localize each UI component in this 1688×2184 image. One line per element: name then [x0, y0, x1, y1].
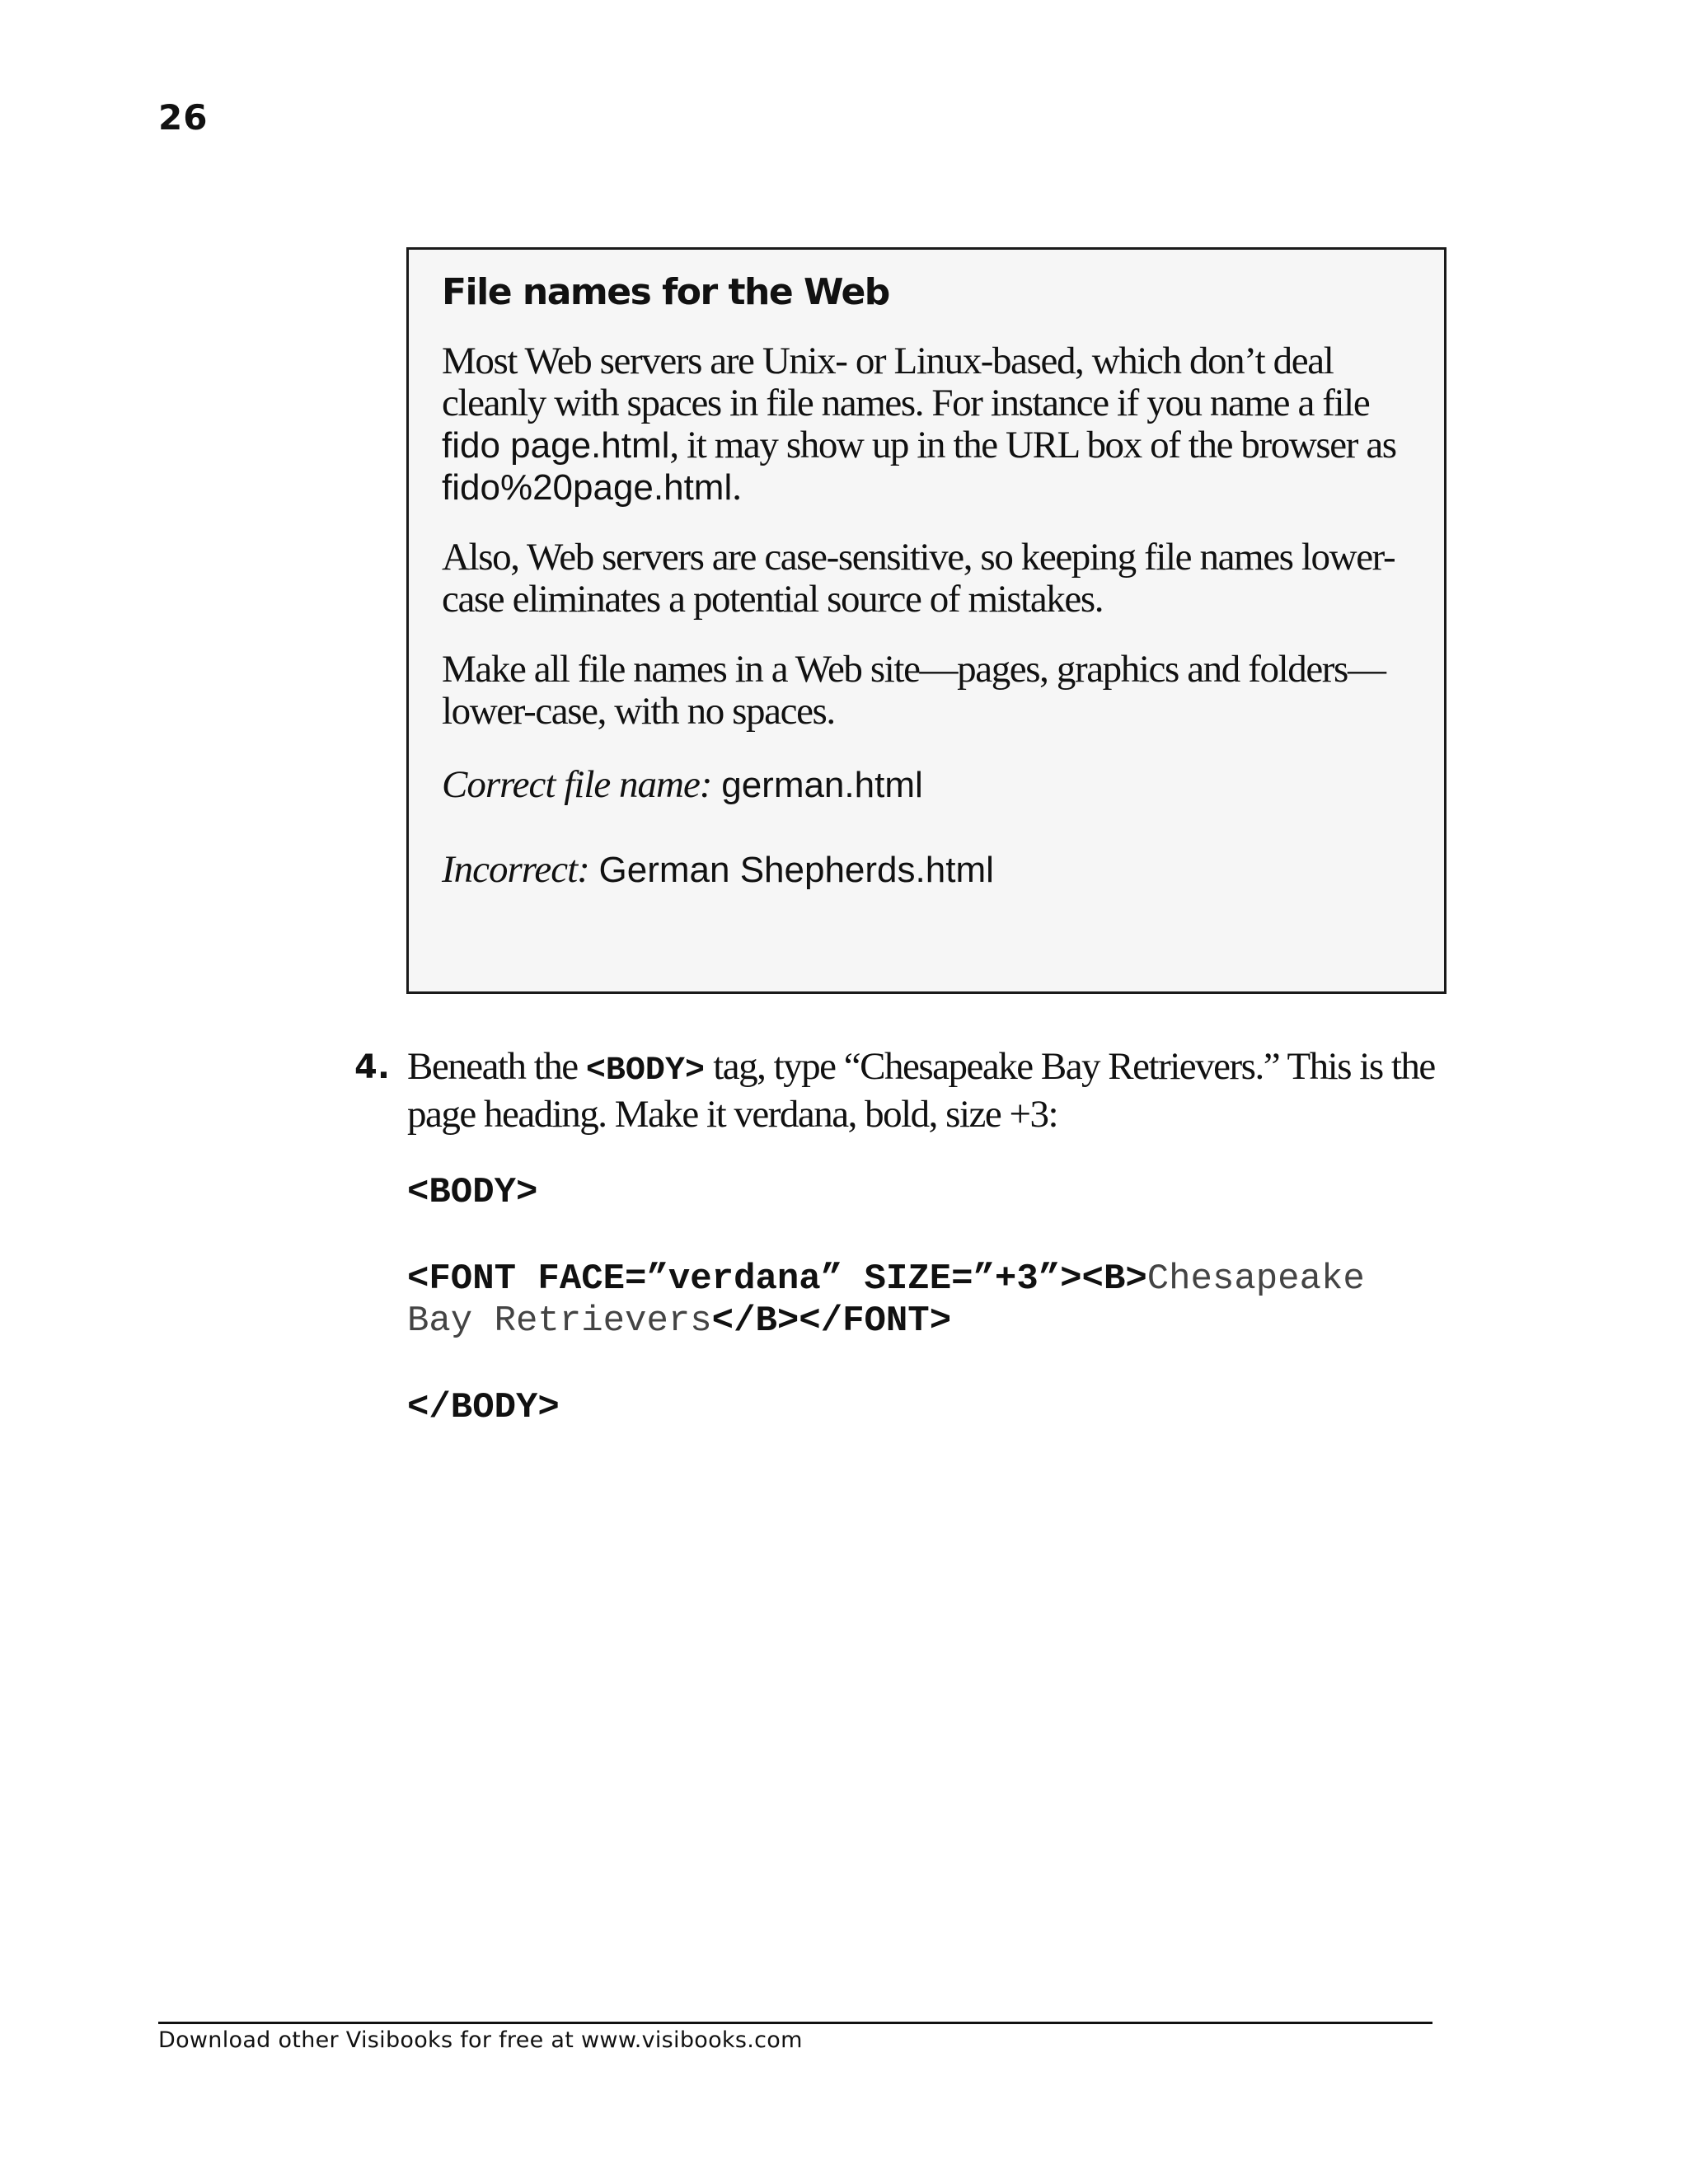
example-filename: fido page.html — [442, 425, 670, 466]
sidebar-box — [406, 247, 1447, 994]
code-close-tags: </B></FONT> — [711, 1301, 952, 1342]
instruction-text: tag, type “Chesapeake Bay Retrievers.” This is the page heading. Make it verdana, bold, size +3: — [407, 1045, 1435, 1136]
sidebar-title: File names for the Web — [442, 271, 889, 313]
sidebar-paragraph-spaces — [442, 340, 1411, 509]
sidebar-paragraph-rule: Make all file names in a Web site—pages, graphics and folders—lower-case, with no spaces. — [442, 648, 1386, 733]
code-font-line — [407, 1258, 1454, 1301]
correct-label: Correct file name: — [442, 763, 712, 806]
incorrect-value: German Shepherds.html — [598, 850, 994, 890]
sidebar-paragraph-case: Also, Web servers are case-sensitive, so keeping file names lower-case eliminates a potential source of mistakes. — [442, 536, 1395, 621]
code-body-close: </BODY> — [407, 1387, 560, 1428]
step-body — [407, 1045, 1454, 1429]
incorrect-label: Incorrect: — [442, 848, 589, 891]
footer-divider — [158, 2022, 1432, 2024]
paragraph-text: Most Web servers are Unix- or Linux-based, which don’t deal cleanly with spaces in file names. For instance if you name a file — [442, 340, 1370, 424]
example-url-filename: fido%20page.html — [442, 467, 733, 508]
correct-value: german.html — [721, 765, 923, 805]
code-heading-line — [407, 1301, 1454, 1343]
paragraph-text: . — [732, 466, 741, 509]
incorrect-example — [442, 846, 1411, 894]
correct-example — [442, 761, 1411, 809]
body-tag-inline: <BODY> — [585, 1052, 705, 1090]
page-number: 26 — [158, 97, 209, 138]
code-body-open: <BODY> — [407, 1172, 538, 1213]
code-font-open: <FONT FACE=”verdana” SIZE=”+3”><B> — [407, 1258, 1147, 1300]
paragraph-text: , it may show up in the URL box of the browser as — [669, 424, 1396, 466]
footer-text: Download other Visibooks for free at www.visibooks.com — [158, 2027, 803, 2053]
instruction-text: Beneath the — [407, 1045, 586, 1088]
step-number: 4. — [354, 1048, 391, 1086]
code-heading-text: Bay Retrievers — [407, 1301, 712, 1342]
step-instruction — [407, 1045, 1454, 1136]
code-heading-text: Chesapeake — [1146, 1258, 1365, 1300]
